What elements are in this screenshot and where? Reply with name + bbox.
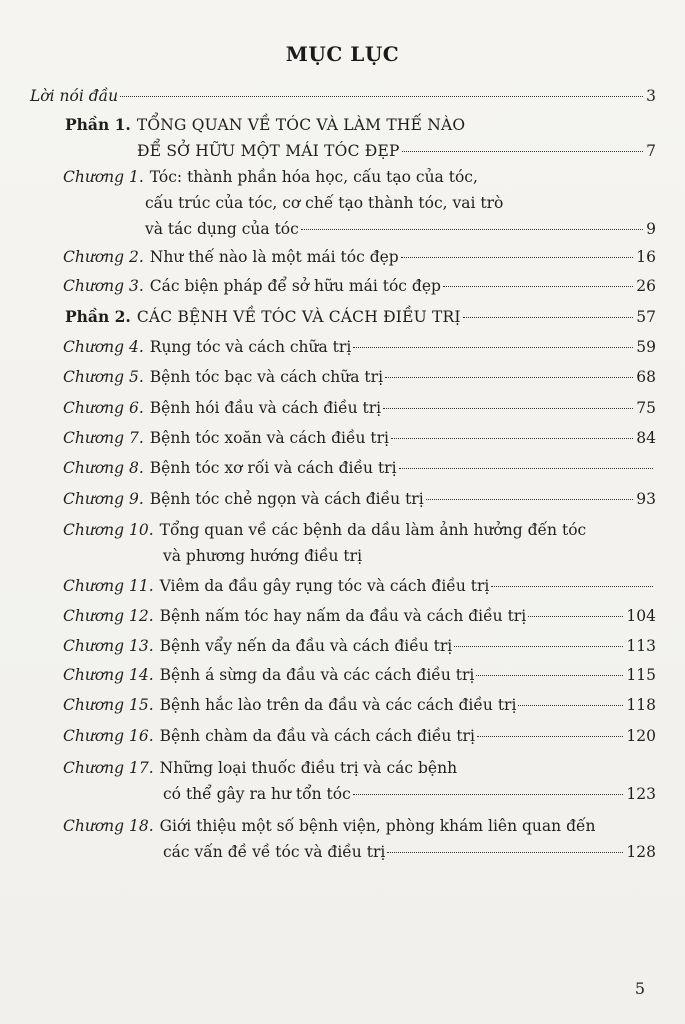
dot-leader xyxy=(301,229,643,230)
toc-entry-title: Bệnh tóc xơ rối và cách điều trị xyxy=(149,459,397,477)
toc-entry-label: Chương 7. xyxy=(63,429,144,447)
dot-leader xyxy=(454,646,623,647)
dot-leader xyxy=(463,317,634,318)
dot-leader xyxy=(383,408,633,409)
toc-entry-label: Chương 8. xyxy=(63,459,144,477)
toc-entry-label: Chương 6. xyxy=(63,399,144,417)
toc-entry-label: Chương 14. xyxy=(63,666,154,684)
toc-entry-chapter-18 xyxy=(63,813,656,865)
toc-entry-label: Chương 18. xyxy=(63,817,154,835)
toc-entry-chapter-8 xyxy=(63,455,656,481)
toc-entry-label: Chương 12. xyxy=(63,607,154,625)
dot-leader xyxy=(402,151,644,152)
toc-entry-chapter-4 xyxy=(63,334,656,360)
toc-entry-title: các vấn đề về tóc và điều trị xyxy=(163,843,386,861)
toc-entry-title: Tổng quan về các bệnh da dầu làm ảnh hưởng đến tóc xyxy=(159,521,587,539)
toc-entry-label: Chương 11. xyxy=(63,577,154,595)
dot-leader xyxy=(353,794,624,795)
toc-entry-chapter-3 xyxy=(63,273,656,299)
toc-entry-title: Bệnh hắc lào trên da đầu và các cách điều trị xyxy=(159,696,517,714)
toc-entry-title: Bệnh tóc xoăn và cách điều trị xyxy=(149,429,389,447)
toc-entry-part-1 xyxy=(65,112,656,164)
toc-entry-title: và tác dụng của tóc xyxy=(145,220,299,238)
toc-entry-label: Chương 1. xyxy=(63,168,144,186)
toc-entry-label: Chương 4. xyxy=(63,338,144,356)
toc-entry-title: CÁC BỆNH VỀ TÓC VÀ CÁCH ĐIỀU TRỊ xyxy=(136,308,461,326)
toc-entry-label: Chương 13. xyxy=(63,637,154,655)
toc-entry-chapter-2 xyxy=(63,244,656,270)
toc-page-number: 7 xyxy=(646,142,656,160)
toc-entry-title: Viêm da đầu gây rụng tóc và cách điều trị xyxy=(159,577,490,595)
toc-entry-label: Chương 9. xyxy=(63,490,144,508)
toc-entry-title: có thể gây ra hư tổn tóc xyxy=(163,785,351,803)
toc-entry-title: Những loại thuốc điều trị và các bệnh xyxy=(159,759,458,777)
toc-entry-label: Chương 3. xyxy=(63,277,144,295)
dot-leader xyxy=(518,705,623,706)
toc-entry-label: Chương 17. xyxy=(63,759,154,777)
toc-entry-chapter-6 xyxy=(63,395,656,421)
toc-entry-chapter-15 xyxy=(63,692,656,718)
toc-entry-chapter-9 xyxy=(63,486,656,512)
toc-entry-chapter-14 xyxy=(63,662,656,688)
toc-page-number: 84 xyxy=(636,429,656,447)
dot-leader xyxy=(399,468,653,469)
toc-page-number: 57 xyxy=(636,308,656,326)
toc-entry-label: Chương 15. xyxy=(63,696,154,714)
toc-entry-chapter-10 xyxy=(63,517,656,569)
toc-entry-chapter-7 xyxy=(63,425,656,451)
dot-leader xyxy=(477,736,623,737)
toc-page-number: 16 xyxy=(636,248,656,266)
toc-page-number: 115 xyxy=(626,666,656,684)
dot-leader xyxy=(401,257,634,258)
toc-entry-title: và phương hướng điều trị xyxy=(163,547,363,565)
toc-entry-title: Bệnh hói đầu và cách điều trị xyxy=(149,399,382,417)
toc-page-number: 104 xyxy=(626,607,656,625)
page-number-footer: 5 xyxy=(634,979,645,998)
toc-entry-label: Phần 1. xyxy=(65,115,131,134)
toc-page-number: 123 xyxy=(626,785,656,803)
toc-entry-label: Phần 2. xyxy=(65,307,131,326)
toc-page-number: 3 xyxy=(646,87,656,105)
dot-leader xyxy=(491,586,653,587)
toc-entry-chapter-17 xyxy=(63,755,656,807)
toc-entry-title: Bệnh tóc bạc và cách chữa trị xyxy=(149,368,384,386)
toc-entry-title: Lời nói đầu xyxy=(30,87,119,105)
dot-leader xyxy=(387,852,623,853)
toc-page-number: 118 xyxy=(626,696,656,714)
dot-leader xyxy=(385,377,633,378)
toc-entry-chapter-1 xyxy=(63,164,656,242)
dot-leader xyxy=(426,499,634,500)
toc-entry-label: Chương 2. xyxy=(63,248,144,266)
toc-entry-title: Bệnh chàm da đầu và cách cách điều trị xyxy=(159,727,475,745)
toc-page-number: 128 xyxy=(626,843,656,861)
toc-entry-title: Rụng tóc và cách chữa trị xyxy=(149,338,352,356)
toc-page-number: 68 xyxy=(636,368,656,386)
toc-entry-title: Tóc: thành phần hóa học, cấu tạo của tóc, xyxy=(149,168,478,186)
toc-entry-preface xyxy=(30,83,656,109)
dot-leader xyxy=(120,96,643,97)
toc-entry-title: ĐỂ SỞ HỮU MỘT MÁI TÓC ĐẸP xyxy=(137,142,400,160)
dot-leader xyxy=(391,438,633,439)
toc-entry-title: Giới thiệu một số bệnh viện, phòng khám liên quan đến xyxy=(159,817,596,835)
dot-leader xyxy=(443,286,633,287)
toc-entry-chapter-12 xyxy=(63,603,656,629)
toc-page-number: 75 xyxy=(636,399,656,417)
toc-entry-label: Chương 10. xyxy=(63,521,154,539)
dot-leader xyxy=(528,616,623,617)
toc-entry-title: TỔNG QUAN VỀ TÓC VÀ LÀM THẾ NÀO xyxy=(136,116,466,134)
toc-page-number: 120 xyxy=(626,727,656,745)
dot-leader xyxy=(353,347,633,348)
toc-entry-title: cấu trúc của tóc, cơ chế tạo thành tóc, vai trò xyxy=(145,194,504,212)
toc-page-number: 113 xyxy=(626,637,656,655)
toc-page-number: 59 xyxy=(636,338,656,356)
toc-entry-title: Các biện pháp để sở hữu mái tóc đẹp xyxy=(149,277,441,295)
toc-entry-chapter-5 xyxy=(63,364,656,390)
toc-entry-title: Như thế nào là một mái tóc đẹp xyxy=(149,248,399,266)
toc-entry-chapter-13 xyxy=(63,633,656,659)
toc-entry-title: Bệnh vẩy nến da đầu và cách điều trị xyxy=(159,637,453,655)
toc-page-number: 9 xyxy=(646,220,656,238)
toc-entry-title: Bệnh tóc chẻ ngọn và cách điều trị xyxy=(149,490,424,508)
toc-page-number: 26 xyxy=(636,277,656,295)
dot-leader xyxy=(476,675,623,676)
toc-entry-label: Chương 16. xyxy=(63,727,154,745)
page-title: MỤC LỤC xyxy=(285,42,400,66)
toc-entry-title: Bệnh nấm tóc hay nấm da đầu và cách điều trị xyxy=(159,607,527,625)
toc-entry-title: Bệnh á sừng da đầu và các cách điều trị xyxy=(159,666,475,684)
toc-entry-chapter-11 xyxy=(63,573,656,599)
toc-entry-chapter-16 xyxy=(63,723,656,749)
toc-entry-label: Chương 5. xyxy=(63,368,144,386)
toc-page-number: 93 xyxy=(636,490,656,508)
toc-entry-part-2 xyxy=(65,304,656,330)
